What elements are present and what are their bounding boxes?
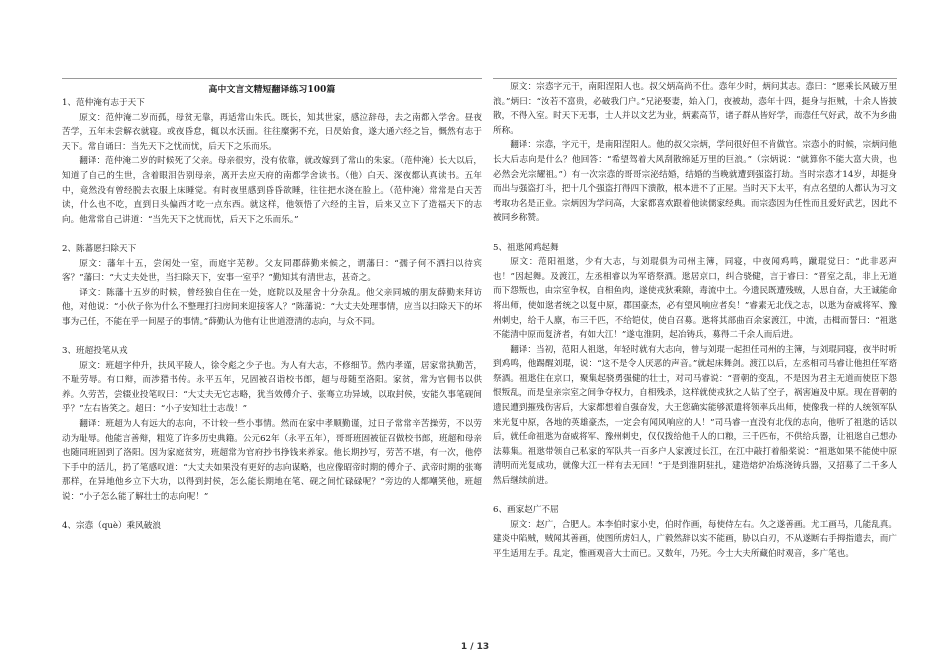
section-4-original: 原文：宗悫字元干，南阳涅阳人也。叔父炳高尚不仕。悫年少时，炳问其志。悫曰：“愿乘长风破万里浪。”炳曰：“汝若不富贵，必破我门户。”兄泌娶妻，始入门，夜被劫，悫年十四，挺身与拒贼，十余人皆披散，不得入室。时天下无事，士人并以文艺为业，炳素高节，诸子群从皆好学，而悫任气好武，故不为乡曲所称。 bbox=[493, 82, 897, 136]
section-heading-2: 2、陈蕃愿扫除天下 bbox=[62, 243, 137, 254]
section-3-translation: 翻译：班超为人有远大的志向，不计较一些小事情。然而在家中孝顺勤谨，过日子常常辛苦操劳，不以劳动为耻辱。他能言善辩，粗览了许多历史典籍。公元62年（永平五年），哥哥班固被征召做校书郎，班超和母亲也随同班固到了洛阳。因为家庭贫穷，班超常为官府抄书挣钱来养家。他长期抄写，劳苦不堪，有一次，他停下手中的活儿，扔了笔感叹道：“大丈夫如果没有更好的志向谋略，也应像昭帝时期的傅介子、武帝时期的张骞那样，在异地他乡立下大功，以得到封侯，怎么能长期地在笔、砚之间忙碌碌呢？”旁边的人都嘲笑他，班超说：“小子怎么能了解壮士的志向呢！” bbox=[62, 419, 482, 503]
section-1-original: 原文：范仲淹二岁而孤，母贫无靠，再适常山朱氏。既长，知其世家，感泣辞母，去之南都入学舍。昼夜苦学，五年未尝解衣就寝。或夜昏怠，辄以水沃面。往往糜粥不充，日昃始食，遂大通六经之旨，慨然有志于天下。常自诵曰：当先天下之忧而忧，后天下之乐而乐。 bbox=[62, 112, 482, 152]
section-heading-5: 5、祖逖闻鸡起舞 bbox=[493, 242, 559, 253]
section-heading-4: 4、宗悫（què）乘风破浪 bbox=[62, 521, 161, 532]
section-2-translation: 译文：陈藩十五岁的时候，曾经独自住在一处，庭院以及屋舍十分杂乱。他父亲同城的朋友薛勤来拜访他，对他说：“小伙子你为什么不整理打扫房间来迎接客人？”陈藩说：“大丈夫处理事情，应当以扫除天下的坏事为己任，不能在乎一间屋子的事情。”薛勤认为他有让世道澄清的志向，与众不同。 bbox=[62, 287, 482, 327]
section-6-original: 原文：赵广，合肥人。本李伯时家小史，伯时作画，每使侍左右。久之遂善画。尤工画马，几能乱真。建炎中陷贼，贼闻其善画，使图所虏妇人，广毅然辞以实不能画，胁以白刃，不从遂断右手拇指遣去，而广平生适用左手。乱定，惟画观音大士而已。又数年，乃死。今士大夫所藏伯时观音，多广笔也。 bbox=[493, 519, 897, 559]
section-heading-3: 3、班超投笔从戎 bbox=[62, 346, 128, 357]
section-5-translation: 翻译：当初，范阳人祖逖，年轻时就有大志向，曾与刘琨一起担任司州的主簿，与刘琨同寝，夜半时听到鸡鸣，他踢醒刘琨，说：“这不是令人厌恶的声音。”就起床舞剑。渡江以后，左丞相司马睿让他担任军谘祭酒。祖逖住在京口，聚集起骁勇强健的壮士，对司马睿说：“晋朝的变乱，不是因为君主无道而使臣下怨恨叛乱，而是皇亲宗室之间争夺权力，自相残杀，这样就使戎狄之人钻了空子，祸害遍及中原。现在晋朝的遗民遭到摧残伤害后，大家都想着自强奋发，大王您确实能够派遣将领率兵出师，使像我一样的人统领军队来光复中原，各地的英雄豪杰，一定会有闻风响应的人！”司马睿一直没有北伐的志向，他听了祖逖的话以后，就任命祖逖为奋威将军、豫州刺史，仅仅拨给他千人的口粮，三千匹布，不供给兵器，让祖逖自己想办法募集。祖逖带领自己私家的军队共一百多户人家渡过长江，在江中敲打着船桨说：“祖逖如果不能使中原清明而光复成功，就像大江一样有去无回！”于是到淮阴驻扎，建造熔炉冶炼浇铸兵器，又招募了二千多人然后继续前进。 bbox=[493, 344, 897, 487]
section-heading-6: 6、画家赵广不屈 bbox=[493, 505, 559, 516]
document-title: 高中文言文精短翻译练习100篇 bbox=[208, 85, 336, 95]
top-rule-right bbox=[493, 78, 897, 79]
section-4-translation: 翻译：宗悫，字元干，是南阳涅阳人。他的叔父宗炳，学问很好但不肯做官。宗悫小的时候，宗炳问他长大后志向是什么？他回答：“希望驾着大风刮散绵延万里的巨浪。”（宗炳说：“就算你不能大富大贵，也必然会光宗耀祖。”）有一次宗悫的哥哥宗泌结婚，结婚的当晚就遭到强盗打劫。当时宗悫才14岁，却挺身而出与强盗打斗，把十几个强盗打得四下溃散，根本进不了正屋。当时天下太平，有点名望的人都认为习文考取功名是正业。宗炳因为学问高，大家都喜欢跟着他读儒家经典。而宗悫因为任性而且爱好武艺，因此不被同乡称赞。 bbox=[493, 140, 897, 224]
section-5-original: 原文：范阳祖逖，少有大志，与刘琨俱为司州主簿，同寝，中夜闻鸡鸣，蹴琨觉曰：“此非恶声也！”因起舞。及渡江，左丞相睿以为军谘祭酒。逖居京口，纠合骁健，言于睿曰：“晋室之乱，非上无道而下怨叛也，由宗室争权，自相鱼肉，遂使戎狄乘隙，毒流中土。今遗民既遭残贼，人思自奋，大王诚能命将出师，使如逖者统之以复中原，郡国豪杰，必有望风响应者矣！”睿素无北伐之志，以逖为奋威将军、豫州刺史，给千人廪，布三千匹，不给铠仗，使自召募。逖将其部曲百余家渡江，中流，击楫而誓曰：“祖逖不能清中原而复济者，有如大江！”遂屯淮阴，起冶铸兵，募得二千余人而后进。 bbox=[493, 257, 897, 341]
top-rule-left bbox=[62, 78, 482, 79]
section-1-translation: 翻译：范仲淹二岁的时候死了父亲。母亲很穷，没有依靠，就改嫁到了常山的朱家。（范仲淹）长大以后，知道了自己的生世，含着眼泪告别母亲，离开去应天府的南都学舍读书。（他）白天、深夜都认真读书。五年中，竟然没有曾经脱去衣服上床睡觉。有时夜里感到昏昏欲睡，往往把水浇在脸上。（范仲淹）常常是白天苦读，什么也不吃，直到日头偏西才吃一点东西。就这样，他领悟了六经的主旨，后来又立下了造福天下的志向。他常常自己讲道：“当先天下之忧而忧，后天下之乐而乐。” bbox=[62, 156, 482, 225]
right-column bbox=[493, 80, 897, 562]
left-column bbox=[62, 96, 482, 534]
section-heading-1: 1、范仲淹有志于天下 bbox=[62, 98, 145, 108]
section-2-original: 原文：藩年十五，尝闲处一室，而庭宇芜秽。父友同郡薛勤来候之，谓藩曰：“孺子何不洒扫以待宾客？”藩曰：“大丈夫处世，当扫除天下，安事一室乎？”勤知其有清世志，甚奇之。 bbox=[62, 258, 482, 284]
page-indicator: 1 / 13 bbox=[460, 642, 490, 652]
section-3-original: 原文：班超字仲升，扶风平陵人，徐令彪之少子也。为人有大志，不修细节。然内孝谨，居家常执勤苦，不耻劳辱。有口辩，而涉猎书传。永平五年，兄固被召诣校书郎，超与母随至洛阳。家贫，常为官佣书以供养。久劳苦，尝辍业投笔叹曰：“大丈夫无它志略，犹当效傅介子、张骞立功异域，以取封侯，安能久事笔砚间乎？”左右皆笑之。超曰：“小子安知壮士志哉！” bbox=[62, 360, 482, 415]
